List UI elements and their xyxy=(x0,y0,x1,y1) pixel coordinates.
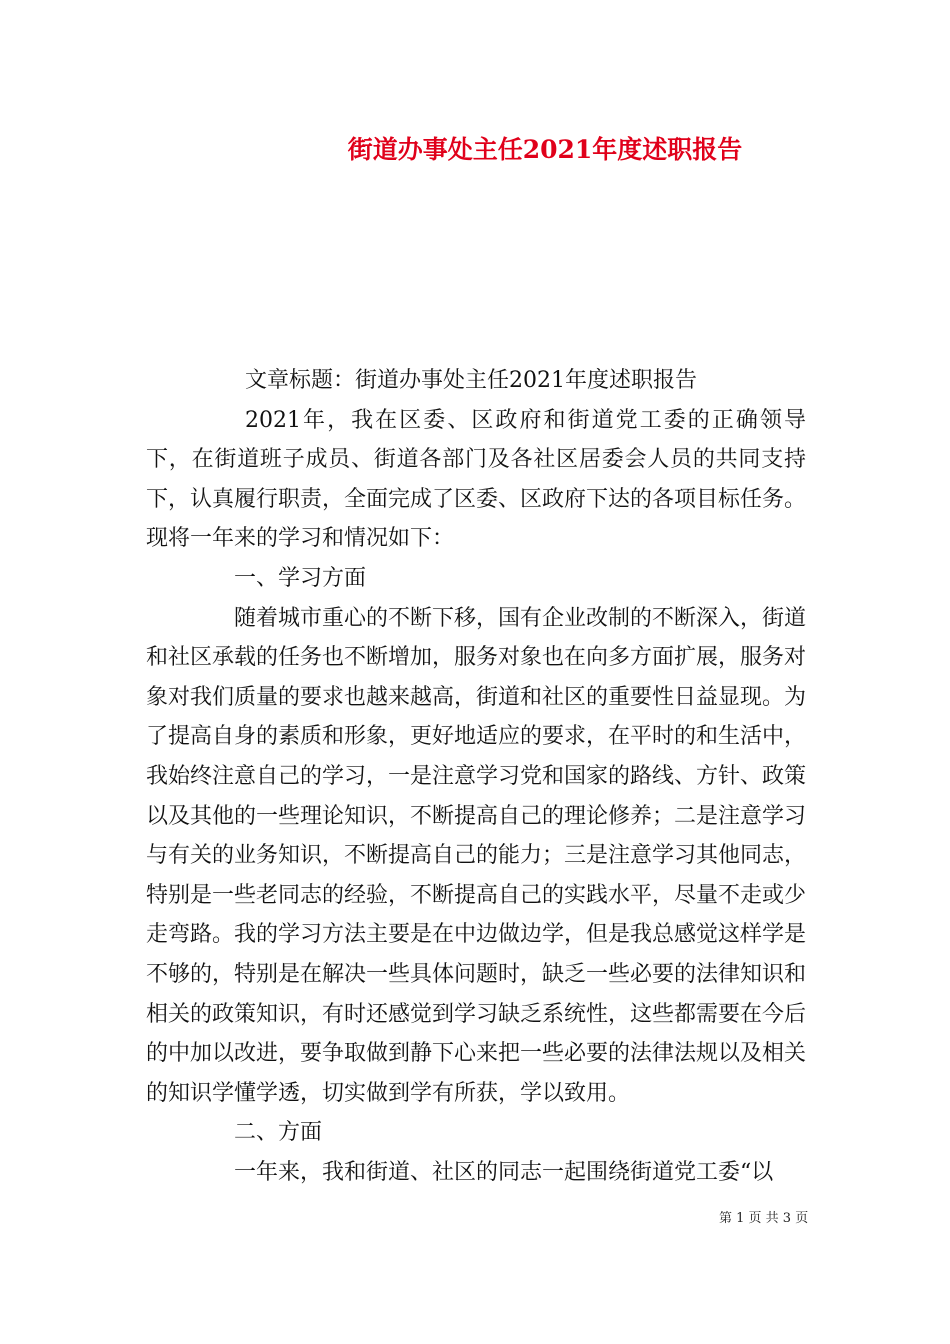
section-heading-aspect: 二、方面 xyxy=(234,1120,323,1146)
page-title: 街道办事处主任2021年度述职报告 xyxy=(347,135,743,164)
page-number: 第 1 页 共 3 页 xyxy=(719,1211,809,1226)
paragraph-intro: 2021年，我在区委、区政府和街道党工委的正确领导下，在街道班子成员、街道各部门及各社区居委会人员的共同支持下，认真履行职责，全面完成了区委、区政府下达的各项目标任务。现将一年来的学习和情况如下： xyxy=(146,407,807,552)
subject-line: 文章标题：街道办事处主任2021年度述职报告 xyxy=(245,368,697,393)
paragraph-study: 随着城市重心的不断下移，国有企业改制的不断深入，街道和社区承载的任务也不断增加，服务对象也在向多方面扩展，服务对象对我们质量的要求也越来越高，街道和社区的重要性日益显现。为了提高自身的素质和形象，更好地适应的要求，在平时的和生活中，我始终注意自己的学习，一是注意学习党和国家的路线、方针、政策以及其他的一些理论知识，不断提高自己的理论修养；二是注意学习与有关的业务知识，不断提高自己的能力；三是注意学习其他同志，特别是一些老同志的经验，不断提高自己的实践水平，尽量不走或少走弯路。我的学习方法主要是在中边做边学，但是我总感觉这样学是不够的，特别是在解决一些具体问题时，缺乏一些必要的法律知识和相关的政策知识，有时还感觉到学习缺乏系统性，这些都需要在今后的中加以改进，要争取做到静下心来把一些必要的法律法规以及相关的知识学懂学透，切实做到学有所获，学以致用。 xyxy=(146,605,807,1106)
section-heading-study: 一、学习方面 xyxy=(234,565,367,591)
paragraph-year-work: 一年来，我和街道、社区的同志一起围绕街道党工委“以 xyxy=(234,1159,774,1185)
document-body xyxy=(146,361,806,1192)
